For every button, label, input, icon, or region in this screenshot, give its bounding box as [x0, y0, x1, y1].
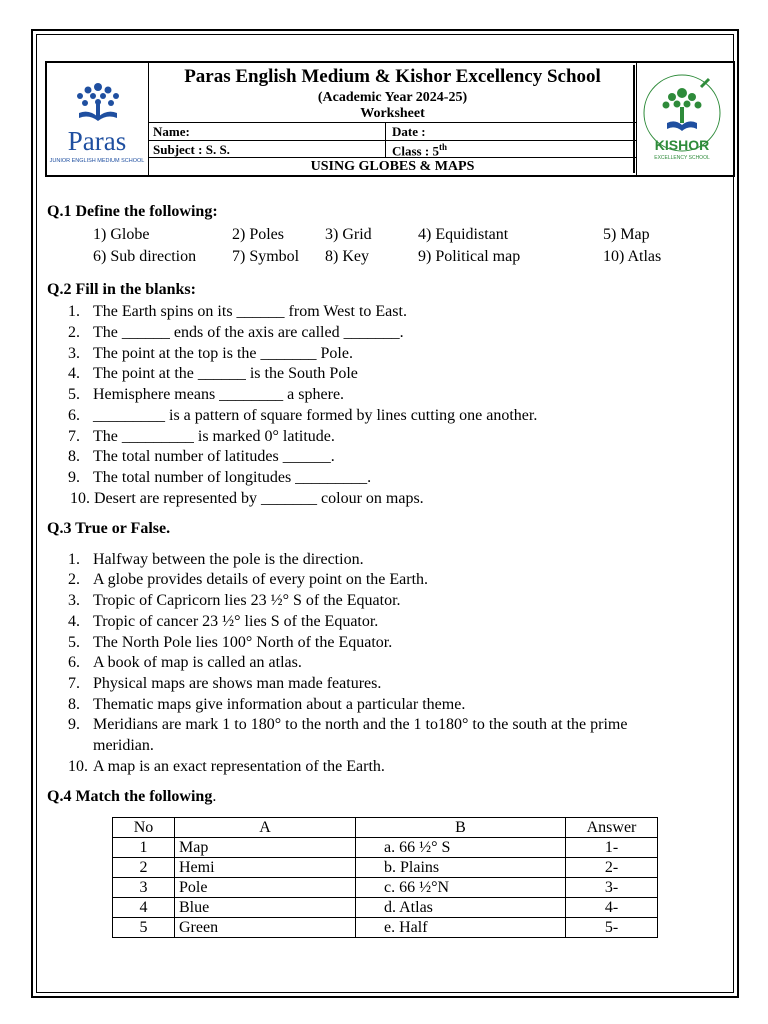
- paras-logo-text: Paras: [67, 126, 127, 156]
- paras-logo: [49, 65, 146, 173]
- list-item-continuation: meridian.: [93, 737, 154, 754]
- list-item: 3. Tropic of Capricorn lies 23 ½° S of the Equator.: [68, 592, 401, 609]
- q1-term: 5) Map: [603, 226, 650, 243]
- list-item: 1. Halfway between the pole is the direction.: [68, 551, 364, 568]
- list-item: 3. The point at the top is the _______ Pole.: [68, 345, 353, 362]
- match-table: [112, 817, 658, 938]
- list-item: 8. Thematic maps give information about a particular theme.: [68, 696, 466, 713]
- list-item: 2. A globe provides details of every point on the Earth.: [68, 571, 429, 588]
- class-label: Class : 5th: [392, 142, 447, 159]
- list-item: 1. The Earth spins on its ______ from West to East.: [68, 303, 407, 320]
- kishor-logo-subtext: EXCELLENCY SCHOOL: [654, 155, 710, 161]
- q1-term: 9) Political map: [418, 248, 521, 265]
- header-center: [148, 63, 637, 175]
- list-item: 4. Tropic of cancer 23 ½° lies S of the Equator.: [68, 613, 379, 630]
- list-item: 7. Physical maps are shows man made features.: [68, 675, 382, 692]
- kishor-logo: [633, 65, 731, 173]
- q1-term: 6) Sub direction: [93, 248, 197, 265]
- list-item: 5. Hemisphere means ________ a sphere.: [68, 386, 345, 403]
- worksheet-header: [45, 61, 735, 177]
- list-item: 10. Desert are represented by _______ colour on maps.: [70, 490, 424, 507]
- q1-term: 3) Grid: [325, 226, 372, 243]
- table-row: 3 Pole c. 66 ½°N 3-: [113, 878, 658, 898]
- list-item: 4. The point at the ______ is the South Pole: [68, 365, 358, 382]
- q2-title: Q.2 Fill in the blanks:: [47, 281, 196, 298]
- col-a-header: A: [175, 818, 356, 838]
- date-field-label: Date :: [392, 124, 426, 139]
- paras-logo-subtext: JUNIOR ENGLISH MEDIUM SCHOOL: [49, 158, 145, 164]
- list-item: 7. The _________ is marked 0° latitude.: [68, 428, 335, 445]
- kishor-logo-text: KISHOR: [654, 137, 710, 153]
- table-row: 1 Map a. 66 ½° S 1-: [113, 838, 658, 858]
- q1-term: 4) Equidistant: [418, 226, 509, 243]
- list-item: 6. A book of map is called an atlas.: [68, 654, 302, 671]
- subject-label: Subject : S. S.: [153, 142, 230, 157]
- list-item: 9. Meridians are mark 1 to 180° to the north and the 1 to180° to the south at the prime: [68, 716, 628, 733]
- col-b-header: B: [356, 818, 566, 838]
- subject-class-row: [149, 140, 636, 158]
- school-name: Paras English Medium & Kishor Excellency School: [184, 66, 601, 87]
- table-row: 2 Hemi b. Plains 2-: [113, 858, 658, 878]
- q4-title: Q.4 Match the following.: [47, 788, 217, 805]
- q3-title: Q.3 True or False.: [47, 520, 171, 537]
- list-item: 6. _________ is a pattern of square formed by lines cutting one another.: [68, 407, 538, 424]
- list-item: 9. The total number of longitudes _________.: [68, 469, 372, 486]
- list-item: 2. The ______ ends of the axis are called _______.: [68, 324, 404, 341]
- table-row: 5 Green e. Half 5-: [113, 918, 658, 938]
- q1-term: 1) Globe: [93, 226, 150, 243]
- name-field-label: Name:: [153, 124, 190, 139]
- worksheet-label: Worksheet: [360, 106, 425, 121]
- table-header-row: [113, 818, 658, 838]
- list-item: 5. The North Pole lies 100° North of the Equator.: [68, 634, 393, 651]
- table-row: 4 Blue d. Atlas 4-: [113, 898, 658, 918]
- col-no-header: No: [113, 818, 175, 838]
- q1-term: 10) Atlas: [603, 248, 662, 265]
- list-item: 10. A map is an exact representation of the Earth.: [68, 758, 385, 775]
- list-item: 8. The total number of latitudes ______.: [68, 448, 335, 465]
- name-date-row: [149, 122, 636, 140]
- q1-term: 8) Key: [325, 248, 369, 265]
- q1-title: Q.1 Define the following:: [47, 203, 218, 220]
- q1-term: 2) Poles: [232, 226, 284, 243]
- col-answer-header: Answer: [566, 818, 658, 838]
- worksheet-topic: USING GLOBES & MAPS: [149, 157, 636, 176]
- academic-year: (Academic Year 2024-25): [317, 90, 468, 105]
- q1-term: 7) Symbol: [232, 248, 300, 265]
